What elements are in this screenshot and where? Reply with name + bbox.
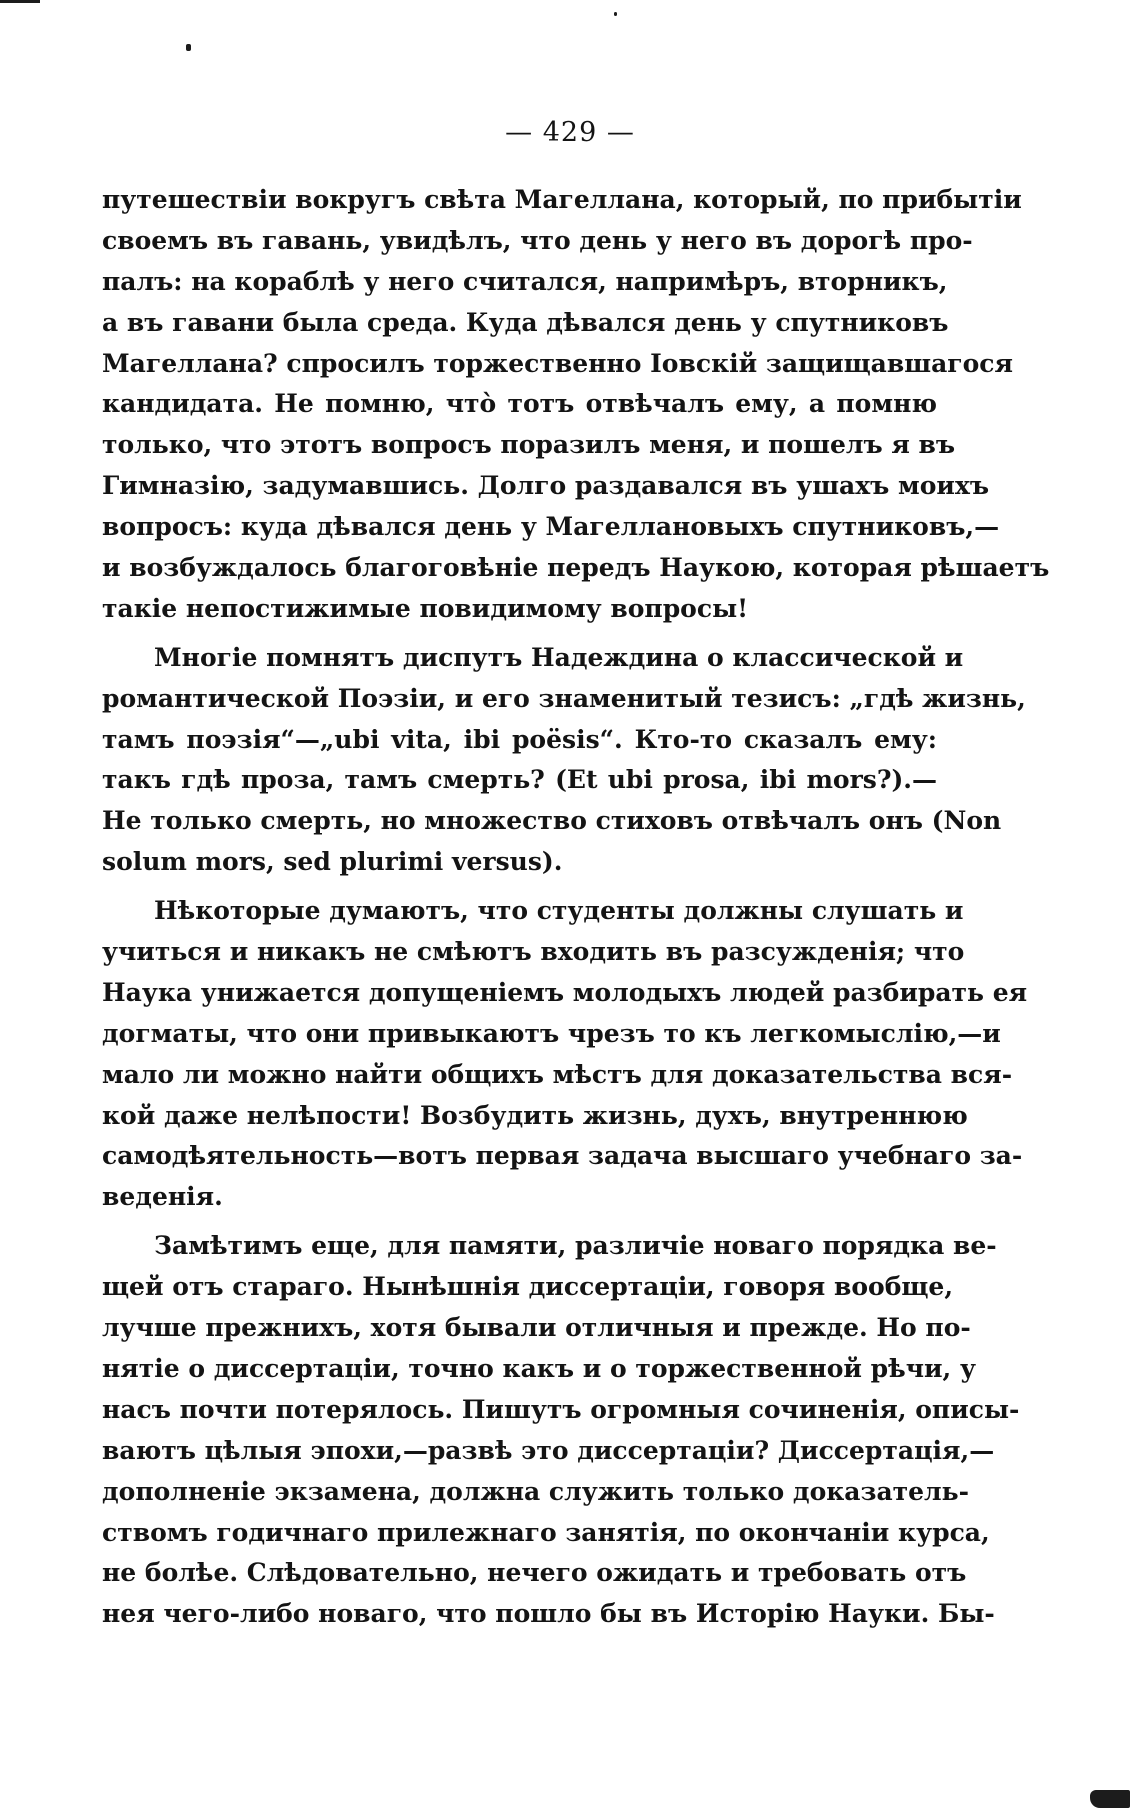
text-line: лучше прежнихъ, хотя бывали отличныя и прежде. Но по- [102, 1313, 971, 1343]
text-line: такіе непостижимые повидимому вопросы! [102, 593, 749, 623]
scan-edge-mark [0, 0, 40, 3]
text-line: щей отъ стараго. Нынѣшнія диссертаціи, говоря вообще, [102, 1272, 954, 1302]
paragraph [102, 1226, 1020, 1635]
text-line: нея чего-либо новаго, что пошло бы въ Исторію Науки. Бы- [102, 1599, 995, 1629]
text-line: только, что этотъ вопросъ поразилъ меня, и пошелъ я въ [102, 430, 956, 460]
scan-speck [186, 44, 191, 51]
text-line: ваютъ цѣлыя эпохи,—развѣ это диссертаціи? Диссертація,— [102, 1435, 995, 1465]
scan-corner-blot [1090, 1790, 1130, 1808]
paragraph [102, 891, 1028, 1218]
body-text [102, 180, 1050, 1635]
text-line: такъ гдѣ проза, тамъ смерть? (Et ubi prosa, ibi mors?).— [102, 765, 937, 795]
text-line: Многіе помнятъ диспутъ Надеждина о классической и [154, 642, 964, 672]
paragraph [102, 638, 1026, 883]
text-line: не болѣе. Слѣдовательно, нечего ожидать и требовать отъ [102, 1558, 967, 1588]
text-line: палъ: на кораблѣ у него считался, напримѣръ, вторникъ, [102, 266, 948, 296]
text-line: Магеллана? спросилъ торжественно Іовскій защищавшагося [102, 348, 1013, 378]
paragraph [102, 180, 1050, 630]
text-line: кандидата. Не помню, что̀ тотъ отвѣчалъ ему, а помню [102, 389, 937, 419]
text-line: путешествіи вокругъ свѣта Магеллана, который, по прибытіи [102, 185, 1022, 214]
text-line: нятіе о диссертаціи, точно какъ и о торжественной рѣчи, у [102, 1353, 976, 1383]
page-number: — 429 — [505, 117, 635, 148]
text-line: Не только смерть, но множество стиховъ отвѣчалъ онъ (Non [102, 806, 1002, 836]
text-line: ствомъ годичнаго прилежнаго занятія, по окончаніи курса, [102, 1517, 990, 1547]
text-line: а въ гавани была среда. Куда дѣвался день у спутниковъ [102, 307, 949, 337]
text-line: мало ли можно найти общихъ мѣстъ для доказательства вся- [102, 1059, 1013, 1089]
text-line: веденія. [102, 1182, 223, 1212]
text-line: догматы, что они привыкаютъ чрезъ то къ легкомыслію,—и [102, 1018, 1001, 1048]
text-line: Гимназію, задумавшись. Долго раздавался въ ушахъ моихъ [102, 471, 990, 501]
scan-speck [614, 12, 617, 16]
text-line: Наука унижается допущеніемъ молодыхъ людей разбирать ея [102, 977, 1028, 1007]
text-line: романтической Поэзіи, и его знаменитый тезисъ: „гдѣ жизнь, [102, 683, 1026, 713]
text-line: насъ почти потерялось. Пишутъ огромныя сочиненія, описы- [102, 1394, 1020, 1424]
text-line: своемъ въ гавань, увидѣлъ, что день у него въ дорогѣ про- [102, 225, 973, 255]
text-line: самодѣятельность—вотъ первая задача высшаго учебнаго за- [102, 1141, 1023, 1171]
text-line: дополненіе экзамена, должна служить только доказатель- [102, 1476, 970, 1506]
text-line: Нѣкоторые думаютъ, что студенты должны слушать и [154, 896, 964, 926]
text-line: вопросъ: куда дѣвался день у Магеллановыхъ спутниковъ,— [102, 512, 1000, 542]
text-line: учиться и никакъ не смѣютъ входить въ разсужденія; что [102, 937, 965, 967]
text-line: Замѣтимъ еще, для памяти, различіе новаго порядка ве- [154, 1231, 997, 1261]
text-line: solum mors, sed plurimi versus). [102, 847, 563, 877]
text-line: тамъ поэзія“—„ubi vita, ibi poësis“. Кто-то сказалъ ему: [102, 724, 937, 754]
text-line: и возбуждалось благоговѣніе передъ Наукою, которая рѣшаетъ [102, 553, 1050, 583]
text-line: кой даже нелѣпости! Возбудить жизнь, духъ, внутреннюю [102, 1100, 968, 1130]
